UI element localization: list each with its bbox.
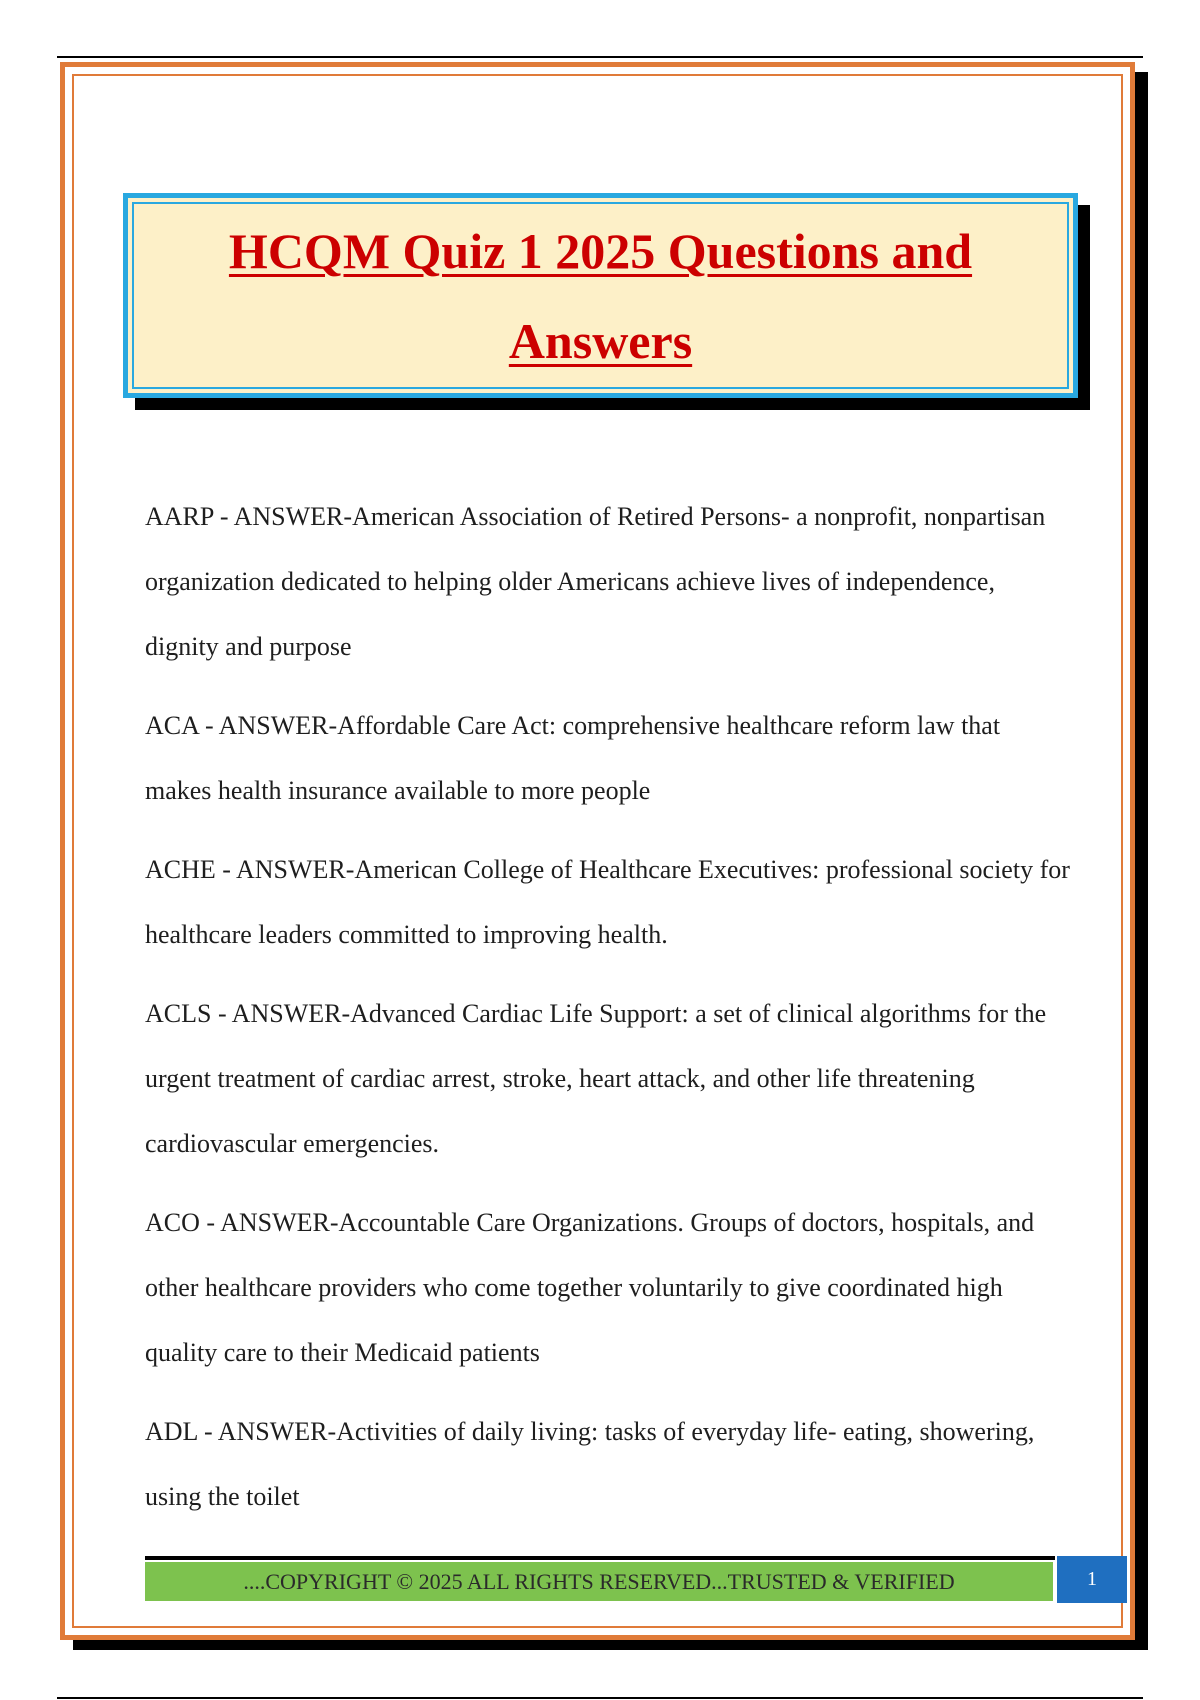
footer-rule xyxy=(145,1556,1055,1560)
copyright-footer: ....COPYRIGHT © 2025 ALL RIGHTS RESERVED...TRUSTED & VERIFIED xyxy=(145,1562,1053,1601)
glossary-entry: AARP - ANSWER-American Association of Retired Persons- a nonprofit, nonpartisan organization dedicated to helping older Americans achieve lives of independence, dignity and purpose xyxy=(145,502,1046,661)
page-number: 1 xyxy=(1057,1556,1127,1603)
glossary-entry: ADL - ANSWER-Activities of daily living: tasks of everyday life- eating, showering, using the toilet xyxy=(145,1417,1035,1511)
title-box xyxy=(123,193,1078,398)
glossary-entry: ACA - ANSWER-Affordable Care Act: comprehensive healthcare reform law that makes health insurance available to more people xyxy=(145,711,1001,805)
glossary-list xyxy=(145,484,1070,1543)
glossary-entry: ACO - ANSWER-Accountable Care Organizations. Groups of doctors, hospitals, and other healthcare providers who come together voluntarily to give coordinated high quality care to their Medicaid patients xyxy=(145,1208,1035,1367)
bottom-rule xyxy=(57,1697,1143,1699)
page-title: HCQM Quiz 1 2025 Questions and Answers xyxy=(228,222,973,369)
glossary-entry: ACHE - ANSWER-American College of Healthcare Executives: professional society for healthcare leaders committed to improving health. xyxy=(145,855,1070,949)
glossary-entry: ACLS - ANSWER-Advanced Cardiac Life Support: a set of clinical algorithms for the urgent treatment of cardiac arrest, stroke, heart attack, and other life threatening cardiovascular emergencies. xyxy=(145,999,1047,1158)
top-rule xyxy=(57,56,1143,58)
